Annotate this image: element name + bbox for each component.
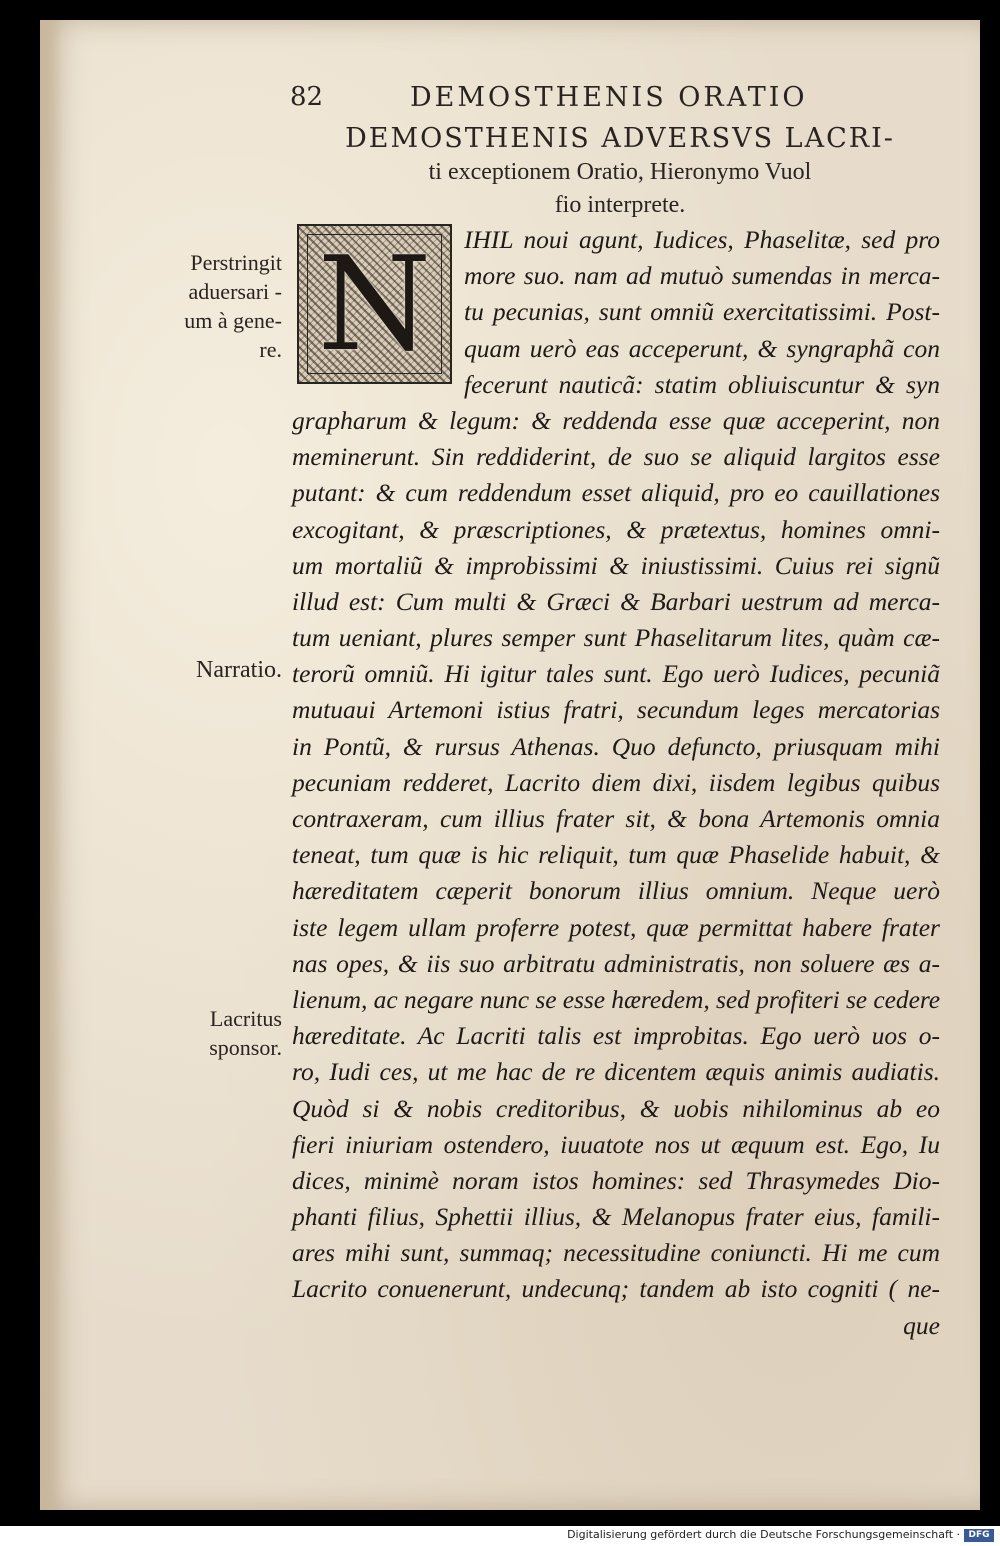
margin-note-line: Narratio. [196,657,282,683]
margin-note-lacritus [150,1004,282,1062]
body-line: quam uerò eas acceperunt, & syngraphã con [464,333,940,363]
body-line: more suo. nam ad mutuò sumendas in merca- [464,261,940,291]
page-gutter-shadow [40,20,62,1510]
body-line: ares mihi sunt, summaq; necessitudine coniuncti. Hi me cum [292,1238,940,1268]
body-line: terorũ omniũ. Hi igitur tales sunt. Ego uerò Iudices, pecuniã [292,659,940,689]
margin-note-narratio [150,656,282,685]
body-line: contraxeram, cum illius frater sit, & bona Artemonis omnia [292,804,940,833]
running-title: DEMOSTHENIS ORATIO [410,82,808,113]
body-line: illud est: Cum multi & Græci & Barbari uestrum ad merca- [292,586,940,616]
margin-note-line: um à gene- [184,308,282,333]
body-line: nas opes, & iis suo arbitratu administratis, non soluere æs a- [292,948,940,978]
body-line: ro, Iudi ces, ut me hac de re dicentem æquis animis audiatis. [292,1057,940,1087]
body-line: que [903,1310,940,1340]
body-line: Quòd si & nobis creditoribus, & uobis nihilominus ab eo [292,1093,940,1123]
title-line-1: DEMOSTHENIS ADVERSVS LACRI- [345,123,895,154]
margin-note-line: re. [259,337,282,362]
body-line: excogitant, & præscriptiones, & prætextus, homines omni- [292,514,940,544]
footer-bar [0,1526,1000,1546]
body-line: hæreditate. Ac Lacriti talis est improbitas. Ego uerò uos o- [292,1021,940,1051]
body-line: Lacrito conuenerunt, undecunq; tandem ab isto cogniti ( ne- [292,1274,940,1304]
body-text [292,222,940,1344]
body-line: hæreditatem cæperit bonorum illius omnium. Neque uerò [292,876,940,906]
body-line: mutuaui Artemoni istius fratri, secundum leges mercatorias [292,695,940,725]
body-line: tum ueniant, plures semper sunt Phaselitarum lites, quàm cæ- [292,623,940,653]
margin-note-line: Perstringit [190,250,282,275]
body-line: teneat, tum quæ is hic reliquit, tum quæ Phaselide habuit, & [292,840,940,870]
body-line: pecuniam redderet, Lacrito diem dixi, iisdem legibus quibus [292,767,940,797]
body-line: iste legem ullam proferre potest, quæ permittat habere frater [292,912,940,942]
dfg-logo: DFG [964,1529,994,1542]
body-line: dices, minimè noram istos homines: sed Thrasymedes Dio- [292,1165,940,1195]
body-line: IHIL noui agunt, Iudices, Phaselitæ, sed pro [464,225,940,254]
title-line-3: fio interprete. [554,192,686,218]
body-line: um mortaliũ & improbissimi & iniustissimi. Cuius rei signũ [292,550,940,580]
body-line: phanti filius, Sphettii illius, & Melanopus frater eius, famili- [292,1202,940,1232]
margin-note-perstringit [150,248,282,364]
margin-note-line: aduersari - [188,279,282,304]
running-head [290,82,940,122]
folio-number: 82 [290,82,324,112]
body-line: meminerunt. Sin reddiderint, de suo se aliquid largitos esse [292,442,940,472]
margin-note-line: sponsor. [209,1035,282,1060]
body-line: putant: & cum reddendum esset aliquid, pro eo cauillationes [292,478,940,508]
body-line: grapharum & legum: & reddenda esse quæ acceperint, non [292,405,940,435]
footer-credit: Digitalisierung gefördert durch die Deutsche Forschungsgemeinschaft · [567,1528,960,1541]
body-line: fecerunt nauticã: statim obliuiscuntur & syn [464,369,940,399]
body-line: tu pecunias, sunt omniũ exercitatissimi. Post- [464,297,940,327]
body-line: lienum, ac negare nunc se esse hæredem, sed profiteri se cedere [292,984,940,1014]
body-line: fieri iniuriam ostendero, iuuatote nos ut æquum est. Ego, Iu [292,1129,940,1159]
margin-note-line: Lacritus [209,1006,282,1031]
oration-title [300,122,940,222]
title-line-2: ti exceptionem Oratio, Hieronymo Vuol [428,159,812,185]
initial-letter: N [317,228,432,380]
body-line: in Pontũ, & rursus Athenas. Quo defuncto, priusquam mihi [292,731,940,761]
